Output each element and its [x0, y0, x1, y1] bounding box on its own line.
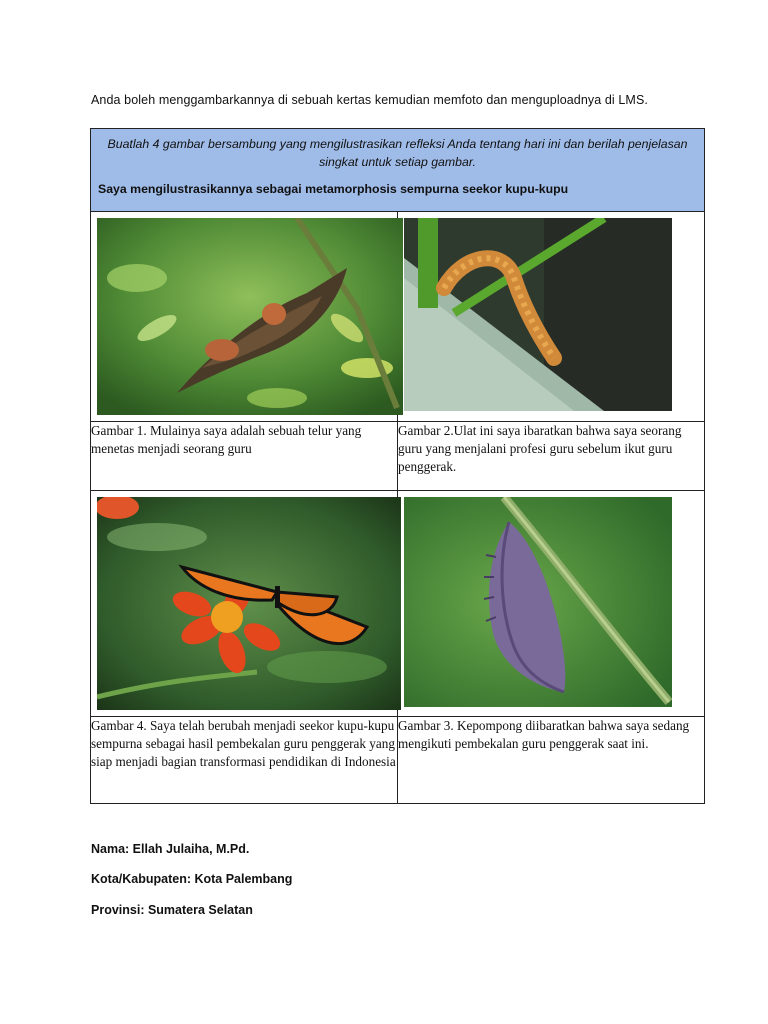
caption-row-1 — [91, 422, 705, 491]
caption-2: Gambar 2.Ulat ini saya ibaratkan bahwa saya seorang guru yang menjalani profesi guru sebelum ikut guru penggerak. — [398, 422, 705, 491]
image-cell-3 — [398, 491, 705, 717]
monarch-butterfly-photo — [97, 497, 401, 710]
image-row-1 — [91, 212, 705, 422]
statement-text: Saya mengilustrasikannya sebagai metamorphosis sempurna seekor kupu-kupu — [98, 182, 569, 196]
caption-4: Gambar 4. Saya telah berubah menjadi seekor kupu-kupu sempurna sebagai hasil pembekalan guru penggerak yang siap menjadi bagian transformasi pendidikan di Indonesia — [91, 717, 398, 804]
image-cell-4 — [91, 491, 398, 717]
chrysalis-photo — [404, 497, 672, 707]
image-cell-1 — [91, 212, 398, 422]
instruction-text: Buatlah 4 gambar bersambung yang mengilustrasikan refleksi Anda tentang hari ini dan berilah penjelasan singkat untuk setiap gambar. — [107, 137, 688, 169]
city-field: Kota/Kabupaten: Kota Palembang — [91, 872, 293, 886]
name-field: Nama: Ellah Julaiha, M.Pd. — [91, 842, 250, 856]
header-row — [91, 129, 705, 212]
caterpillar-photo — [404, 218, 672, 411]
image-row-2 — [91, 491, 705, 717]
intro-text: Anda boleh menggambarkannya di sebuah kertas kemudian memfoto dan menguploadnya di LMS. — [91, 93, 648, 107]
province-field: Provinsi: Sumatera Selatan — [91, 903, 253, 917]
caption-3: Gambar 3. Kepompong diibaratkan bahwa saya sedang mengikuti pembekalan guru penggerak saat ini. — [398, 717, 705, 804]
seed-pod-eggs-photo — [97, 218, 403, 415]
image-cell-2 — [398, 212, 705, 422]
caption-row-2 — [91, 717, 705, 804]
header-cell — [91, 129, 705, 212]
reflection-table — [90, 128, 705, 804]
caption-1: Gambar 1. Mulainya saya adalah sebuah telur yang menetas menjadi seorang guru — [91, 422, 398, 491]
